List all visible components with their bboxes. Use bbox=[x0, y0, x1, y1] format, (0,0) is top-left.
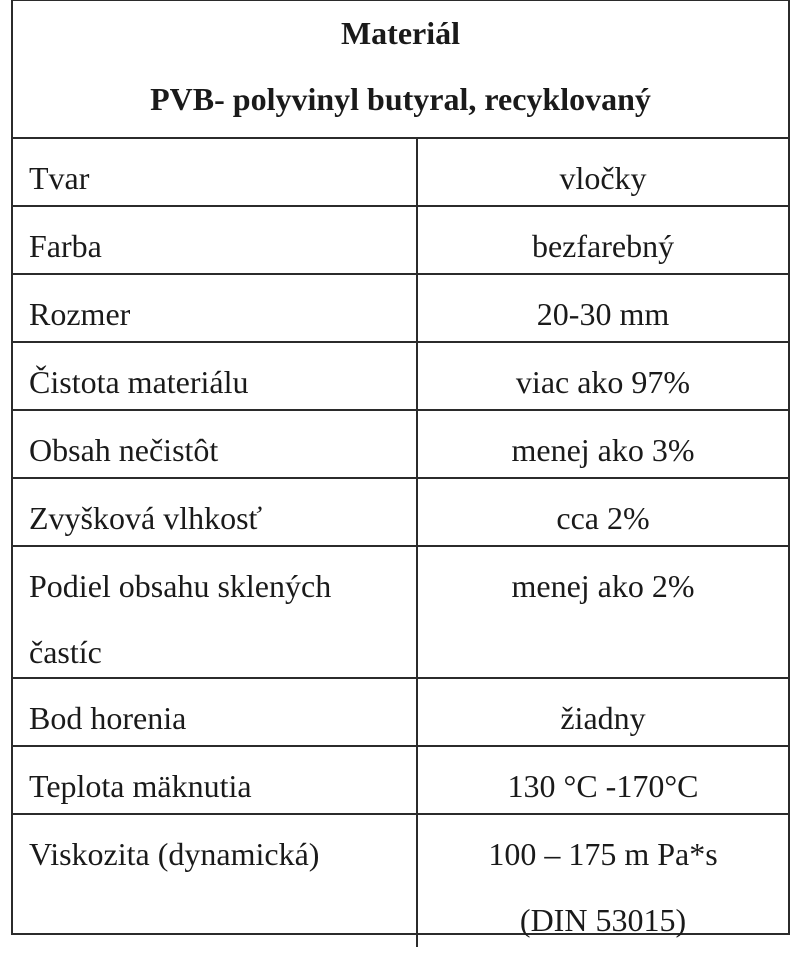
property-label: Farba bbox=[29, 228, 102, 264]
property-value-cell bbox=[418, 547, 788, 677]
property-value: 130 °C -170°C bbox=[507, 768, 699, 804]
table-row bbox=[13, 547, 788, 679]
property-label-cell bbox=[13, 411, 418, 477]
table-row bbox=[13, 479, 788, 547]
property-value-cell bbox=[418, 411, 788, 477]
property-label-cell bbox=[13, 679, 418, 745]
property-label: Rozmer bbox=[29, 296, 131, 332]
property-label-cell bbox=[13, 275, 418, 341]
property-value: bezfarebný bbox=[531, 228, 675, 264]
property-value: žiadny bbox=[560, 700, 646, 736]
table-row bbox=[13, 139, 788, 207]
table-row bbox=[13, 207, 788, 275]
property-value: menej ako 3% bbox=[511, 432, 695, 468]
property-value-cell bbox=[418, 343, 788, 409]
property-value: cca 2% bbox=[556, 500, 650, 536]
property-label: Obsah nečistôt bbox=[29, 432, 219, 468]
property-value-cell bbox=[418, 207, 788, 273]
property-label: Zvyšková vlhkosť bbox=[29, 500, 263, 536]
property-label-cell bbox=[13, 747, 418, 813]
table-subtitle: PVB- polyvinyl butyral, recyklovaný bbox=[150, 81, 651, 117]
table-body bbox=[13, 139, 788, 947]
property-value-cell bbox=[418, 747, 788, 813]
property-value-cell bbox=[418, 139, 788, 205]
table-row bbox=[13, 411, 788, 479]
table-row bbox=[13, 747, 788, 815]
property-label: Teplota mäknutia bbox=[29, 768, 252, 804]
property-value: vločky bbox=[559, 160, 647, 196]
property-value: menej ako 2% bbox=[511, 568, 695, 604]
property-label-cell bbox=[13, 207, 418, 273]
property-label: Podiel obsahu sklených častíc bbox=[29, 568, 332, 670]
table-title: Materiál bbox=[340, 15, 461, 51]
property-label-cell bbox=[13, 547, 418, 677]
material-table bbox=[11, 0, 790, 938]
property-label: Bod horenia bbox=[29, 700, 187, 736]
property-label-cell bbox=[13, 139, 418, 205]
property-label-cell bbox=[13, 343, 418, 409]
property-label: Tvar bbox=[29, 160, 90, 196]
table-row bbox=[13, 275, 788, 343]
table-row bbox=[13, 815, 788, 947]
property-value-cell bbox=[418, 275, 788, 341]
property-value: viac ako 97% bbox=[515, 364, 691, 400]
table-row bbox=[13, 679, 788, 747]
property-label-cell bbox=[13, 815, 418, 947]
property-value-cell bbox=[418, 679, 788, 745]
property-value-cell bbox=[418, 479, 788, 545]
table-header bbox=[13, 1, 788, 139]
property-value-cell bbox=[418, 815, 788, 947]
property-label: Viskozita (dynamická) bbox=[29, 836, 320, 872]
property-label-cell bbox=[13, 479, 418, 545]
property-value: 100 – 175 m Pa*s (DIN 53015) bbox=[488, 836, 718, 938]
property-label: Čistota materiálu bbox=[29, 364, 249, 400]
table-row bbox=[13, 343, 788, 411]
property-value: 20-30 mm bbox=[536, 296, 670, 332]
